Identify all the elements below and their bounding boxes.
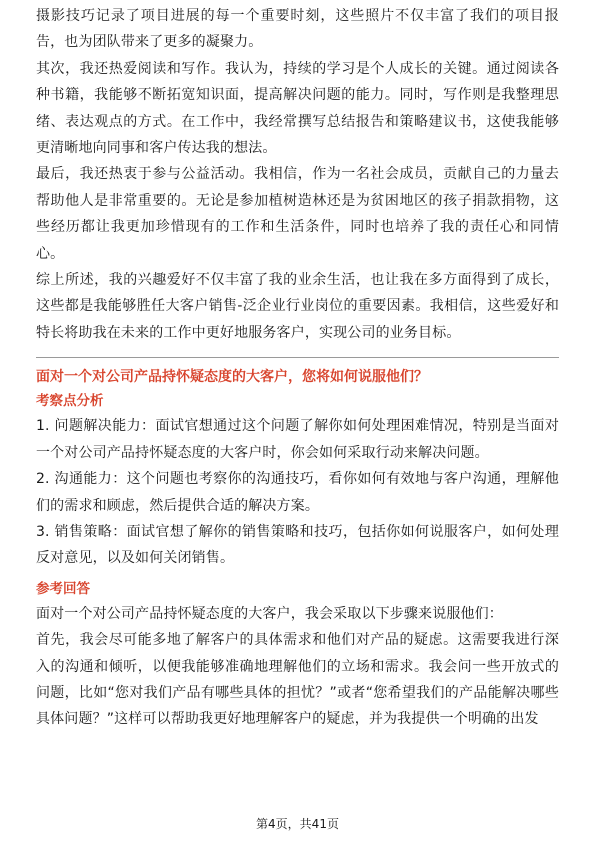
page-number: 第4页，共41页 xyxy=(256,817,339,831)
intro-paragraph: 最后，我还热衷于参与公益活动。我相信，作为一名社会成员，贡献自己的力量去帮助他人是非常重要的。无论是参加植树造林还是为贫困地区的孩子捐款捐物，这些经历都让我更加珍惜现有的工作和生活条件，同时也培养了我的责任心和同情心。 xyxy=(36,166,559,262)
interview-question: 面对一个对公司产品持怀疑态度的大客户，您将如何说服他们？ xyxy=(36,369,428,386)
answer-body xyxy=(36,601,559,733)
intro-section xyxy=(36,3,559,346)
analysis-item: 1. 问题解决能力：面试官想通过这个问题了解你如何处理困难情况，特别是当面对一个对公司产品持怀疑态度的大客户时，你会如何采取行动来解决问题。 xyxy=(36,418,559,461)
intro-paragraph: 摄影技巧记录了项目进展的每一个重要时刻，这些照片不仅丰富了我们的项目报告，也为团队带来了更多的凝聚力。 xyxy=(36,8,559,51)
intro-paragraph: 综上所述，我的兴趣爱好不仅丰富了我的业余生活，也让我在多方面得到了成长，这些都是我能够胜任大客户销售-泛企业行业岗位的重要因素。我相信，这些爱好和特长将助我在未来的工作中更好地服务客户，实现公司的业务目标。 xyxy=(36,272,559,341)
answer-paragraph: 首先，我会尽可能多地了解客户的具体需求和他们对产品的疑虑。这需要我进行深入的沟通和倾听，以便我能够准确地理解他们的立场和需求。我会问一些开放式的问题，比如“您对我们产品有哪些具体的担忧？”或者“您希望我们的产品能解决哪些具体问题？”这样可以帮助我更好地理解客户的疑虑，并为我提供一个明确的出发 xyxy=(36,632,559,728)
analysis-heading: 考察点分析 xyxy=(36,393,104,410)
analysis-list xyxy=(36,413,559,571)
analysis-item: 3. 销售策略：面试官想了解你的销售策略和技巧，包括你如何说服客户，如何处理反对意见，以及如何关闭销售。 xyxy=(36,523,559,567)
analysis-item: 2. 沟通能力：这个问题也考察你的沟通技巧，看你如何有效地与客户沟通，理解他们的需求和顾虑，然后提供合适的解决方案。 xyxy=(36,471,559,514)
intro-paragraph: 其次，我还热爱阅读和写作。我认为，持续的学习是个人成长的关键。通过阅读各种书籍，我能够不断拓宽知识面，提高解决问题的能力。同时，写作则是我整理思绪、表达观点的方式。在工作中，我经常撰写总结报告和策略建议书，这使我能够更清晰地向同事和客户传达我的想法。 xyxy=(36,60,559,157)
answer-paragraph: 面对一个对公司产品持怀疑态度的大客户，我会采取以下步骤来说服他们： xyxy=(36,605,503,622)
section-divider xyxy=(36,357,559,358)
document-page xyxy=(36,3,559,733)
answer-heading: 参考回答 xyxy=(36,580,90,597)
